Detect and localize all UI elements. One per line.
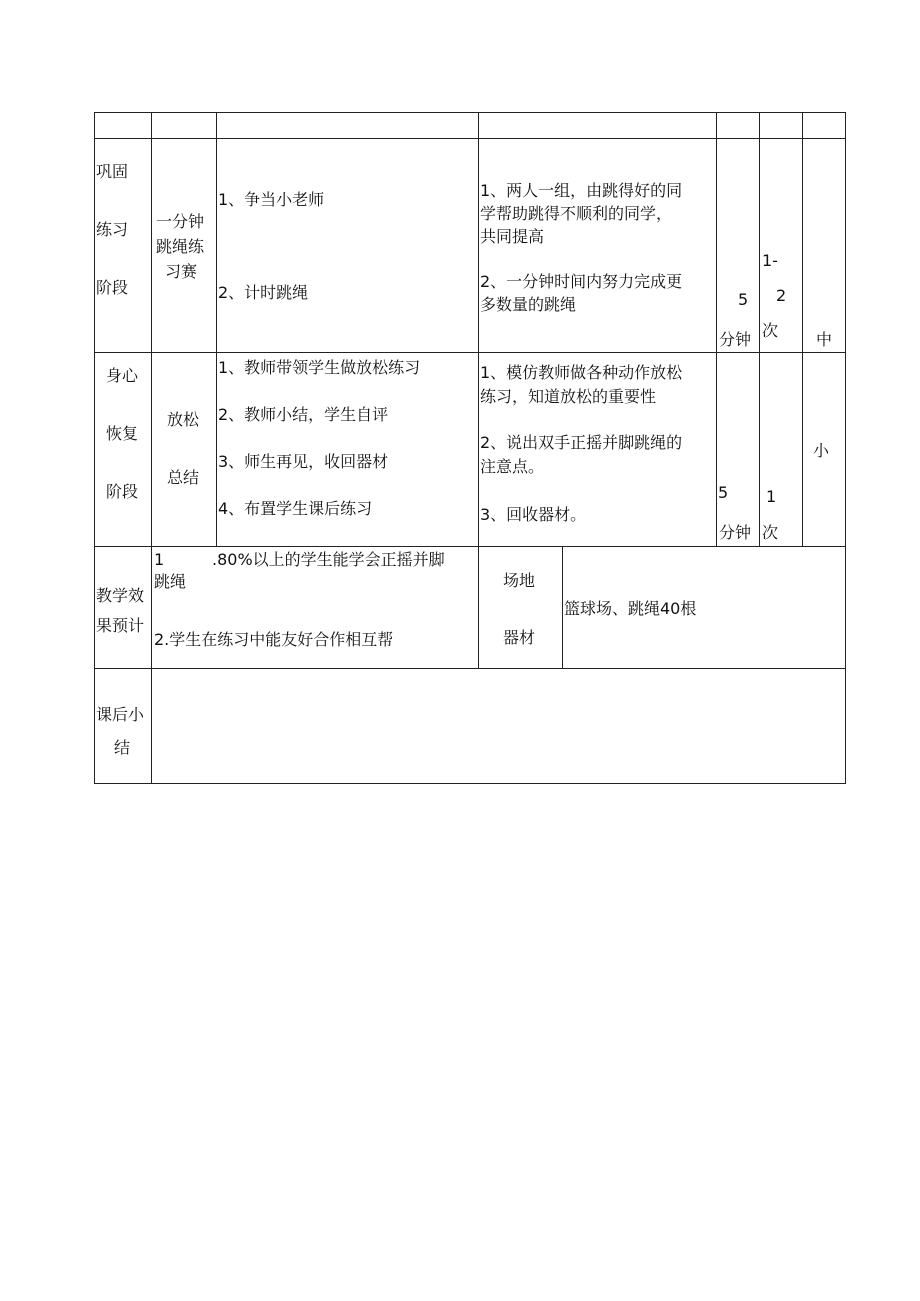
student-activity-line: 学帮助跳得不顺利的同学， — [480, 204, 673, 223]
row-divider — [94, 668, 846, 669]
stage-label-line: 巩固 — [96, 162, 129, 181]
stage-label-line: 练习 — [96, 220, 129, 239]
content-label-line: 习赛 — [165, 262, 198, 281]
student-activity-line: 1、两人一组，由跳得好的同 — [480, 181, 683, 200]
table-border-left — [94, 112, 95, 784]
content-label-line: 放松 — [167, 410, 200, 429]
col-divider — [478, 112, 479, 546]
count-unit: 次 — [762, 523, 779, 542]
venue-value: 篮球场、跳绳40根 — [564, 599, 697, 618]
col-divider — [562, 546, 563, 668]
col-divider — [216, 112, 217, 546]
student-activity-line: 注意点。 — [480, 457, 545, 476]
count-value: 1- — [762, 251, 778, 270]
student-activity-line: 2、说出双手正摇并脚跳绳的 — [480, 433, 683, 452]
time-value: 5 — [718, 483, 729, 502]
student-activity-line: 2、一分钟时间内努力完成更 — [480, 272, 683, 291]
summary-label-line: 结 — [114, 738, 131, 757]
effect-item-text: .80%以上的学生能学会正摇并脚 — [212, 550, 445, 569]
summary-label-line: 课后小 — [96, 705, 145, 724]
count-unit: 次 — [762, 321, 779, 340]
row-divider — [94, 546, 846, 547]
teacher-activity: 3、师生再见，收回器材 — [218, 452, 389, 471]
teacher-activity: 2、教师小结，学生自评 — [218, 405, 389, 424]
effect-item-number: 1 — [154, 550, 165, 569]
effect-label-line: 教学效 — [96, 586, 145, 605]
teacher-activity: 2、计时跳绳 — [218, 283, 309, 302]
col-divider — [151, 112, 152, 784]
row-divider — [94, 352, 846, 353]
student-activity-line: 3、回收器材。 — [480, 505, 587, 524]
table-border-right — [845, 112, 846, 784]
student-activity-line: 1、模仿教师做各种动作放松 — [480, 363, 683, 382]
table-border-bottom — [94, 783, 846, 784]
teacher-activity: 1、争当小老师 — [218, 190, 325, 209]
effect-item-text: 2.学生在练习中能友好合作相互帮 — [154, 630, 394, 649]
time-value: 5 — [738, 290, 749, 309]
intensity-value: 小 — [813, 441, 830, 460]
table-border-top — [94, 112, 846, 113]
count-value: 2 — [776, 286, 787, 305]
content-label-line: 跳绳练 — [156, 237, 205, 256]
student-activity-line: 多数量的跳绳 — [480, 295, 577, 314]
effect-item-text: 跳绳 — [154, 572, 187, 591]
count-value: 1 — [766, 487, 777, 506]
intensity-value: 中 — [816, 330, 833, 349]
col-divider — [716, 112, 717, 546]
teacher-activity: 4、布置学生课后练习 — [218, 499, 373, 518]
stage-label-line: 阶段 — [96, 278, 129, 297]
col-divider — [478, 546, 479, 668]
stage-label-line: 身心 — [106, 366, 139, 385]
row-divider — [94, 138, 846, 139]
venue-label-line: 场地 — [503, 571, 536, 590]
content-label-line: 一分钟 — [156, 212, 205, 231]
time-unit: 分钟 — [719, 523, 752, 542]
content-label-line: 总结 — [167, 468, 200, 487]
col-divider — [802, 112, 803, 546]
stage-label-line: 恢复 — [106, 424, 139, 443]
col-divider — [759, 112, 760, 546]
venue-label-line: 器材 — [503, 628, 536, 647]
student-activity-line: 共同提高 — [480, 227, 545, 246]
time-unit: 分钟 — [719, 330, 752, 349]
teacher-activity: 1、教师带领学生做放松练习 — [218, 358, 421, 377]
student-activity-line: 练习，知道放松的重要性 — [480, 387, 657, 406]
stage-label-line: 阶段 — [106, 482, 139, 501]
effect-label-line: 果预计 — [96, 616, 145, 635]
